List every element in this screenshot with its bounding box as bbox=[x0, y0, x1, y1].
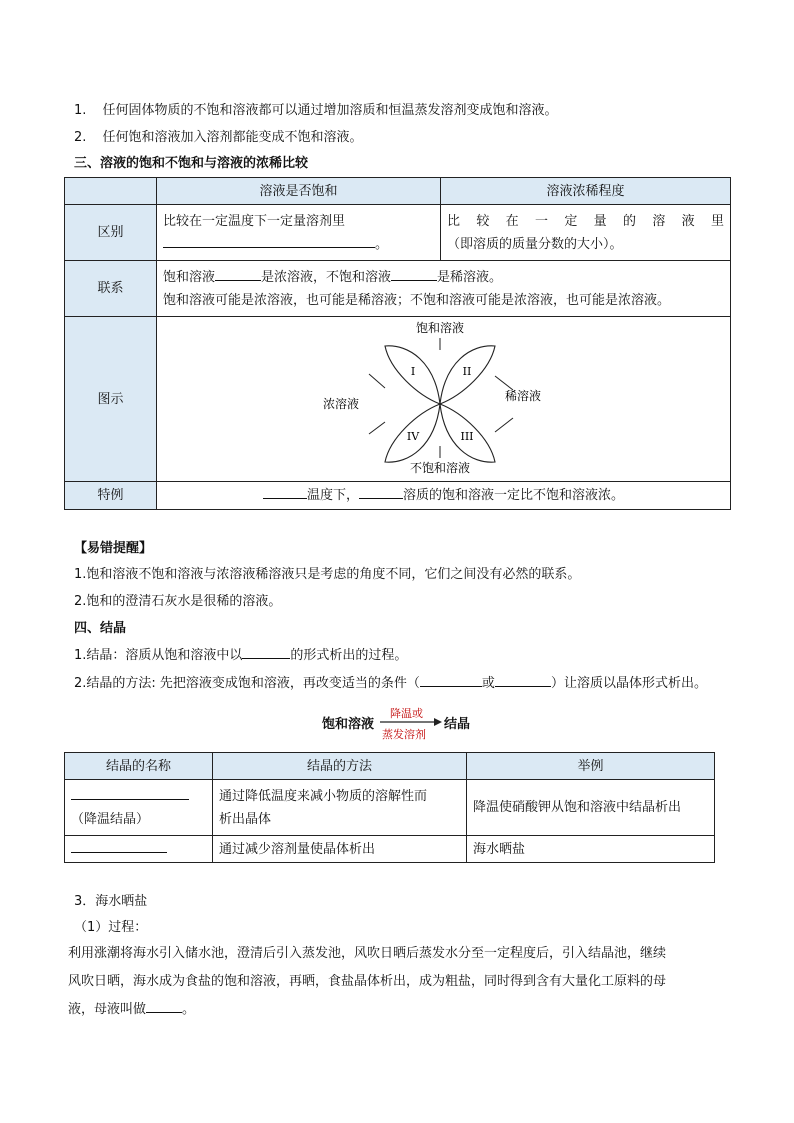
arrow-icon bbox=[380, 717, 442, 727]
answer-blank[interactable] bbox=[420, 674, 482, 687]
row2-method: 通过减少溶剂量使晶体析出 bbox=[213, 836, 467, 863]
label-concentrated: 浓溶液 bbox=[322, 396, 359, 411]
answer-blank[interactable] bbox=[495, 674, 551, 687]
connector-line bbox=[369, 422, 385, 434]
answer-blank[interactable] bbox=[263, 486, 307, 499]
petal-label-3: III bbox=[460, 429, 474, 443]
answer-blank[interactable] bbox=[71, 787, 189, 800]
petal-label-1: I bbox=[410, 364, 416, 378]
special-text: 温度下， bbox=[306, 488, 359, 503]
answer-blank[interactable] bbox=[163, 235, 375, 248]
header-example: 举例 bbox=[467, 753, 715, 780]
item-number: 1. bbox=[74, 103, 87, 118]
section-heading: 四、结晶 bbox=[74, 621, 127, 636]
period: 。 bbox=[375, 236, 389, 252]
definition-text: 1.结晶：溶质从饱和溶液中以 bbox=[74, 648, 243, 663]
difference-concentration-note: （即溶质的质量分数的大小）。 bbox=[447, 236, 623, 252]
header-concentration: 溶液浓稀程度 bbox=[441, 178, 731, 205]
tips-title: 【易错提醒】 bbox=[74, 541, 153, 556]
row1-example: 降温使硝酸钾从饱和溶液中结晶析出 bbox=[467, 780, 715, 836]
salt-paragraph-line: 风吹日晒，海水成为食盐的饱和溶液，再晒，食盐晶体析出，成为粗盐，同时得到含有大量化工原料的母 bbox=[68, 974, 667, 989]
method-text: ）让溶质以晶体形式析出。 bbox=[550, 676, 707, 691]
label-dilute: 稀溶液 bbox=[505, 388, 542, 403]
connector-line bbox=[495, 418, 513, 432]
method-text: 析出晶体 bbox=[219, 811, 272, 827]
petal-label-2: II bbox=[462, 364, 472, 378]
row-label-special: 特例 bbox=[65, 482, 157, 510]
answer-blank[interactable] bbox=[242, 646, 290, 659]
method-text: 2.结晶的方法: 先把溶液变成饱和溶液，再改变适当的条件（ bbox=[74, 676, 420, 691]
answer-blank[interactable] bbox=[391, 268, 437, 281]
connector-line bbox=[369, 374, 385, 388]
tip-1: 1.饱和溶液不饱和溶液与浓溶液稀溶液只是考虑的角度不同，它们之间没有必然的联系。 bbox=[74, 567, 581, 582]
petal-label-4: IV bbox=[406, 429, 420, 443]
header-saturation: 溶液是否饱和 bbox=[157, 178, 441, 205]
salt-paragraph-line: 利用涨潮将海水引入储水池，澄清后引入蒸发池，风吹日晒后蒸发水分至一定程度后，引入结晶池，继续 bbox=[68, 946, 667, 961]
item-number: 2. bbox=[74, 130, 87, 145]
crystallization-table bbox=[64, 752, 715, 863]
row-label-difference: 区别 bbox=[65, 205, 157, 261]
answer-blank[interactable] bbox=[146, 1000, 182, 1013]
crystallization-method bbox=[74, 672, 707, 691]
row1-method bbox=[213, 780, 467, 836]
row2-example: 海水晒盐 bbox=[467, 836, 715, 863]
salt-title: 3．海水晒盐 bbox=[74, 894, 148, 909]
item-text: 任何饱和溶液加入溶剂都能变成不饱和溶液。 bbox=[102, 130, 363, 145]
answer-blank[interactable] bbox=[71, 840, 167, 853]
row1-name-text: （降温结晶） bbox=[71, 811, 150, 827]
row-label-relation: 联系 bbox=[65, 261, 157, 317]
petal-diagram bbox=[157, 318, 729, 481]
diagram-from: 饱和溶液 bbox=[322, 717, 375, 732]
method-text: 或 bbox=[481, 676, 495, 691]
arrow-label-bottom: 蒸发溶剂 bbox=[382, 728, 426, 741]
header-name: 结晶的名称 bbox=[65, 753, 213, 780]
relation-cell bbox=[157, 261, 731, 317]
label-saturated: 饱和溶液 bbox=[415, 320, 465, 335]
figure-cell bbox=[157, 317, 731, 482]
relation-text: 是浓溶液，不饱和溶液 bbox=[261, 269, 392, 285]
salt-paragraph-line bbox=[68, 998, 195, 1017]
comparison-table bbox=[64, 177, 731, 510]
header-method: 结晶的方法 bbox=[213, 753, 467, 780]
method-text: 通过降低温度来减小物质的溶解性而 bbox=[219, 788, 428, 804]
item-text: 任何固体物质的不饱和溶液都可以通过增加溶质和恒温蒸发溶剂变成饱和溶液。 bbox=[102, 103, 558, 118]
relation-text: 是稀溶液。 bbox=[437, 269, 503, 285]
tip-2: 2.饱和的澄清石灰水是很稀的溶液。 bbox=[74, 594, 282, 609]
paragraph-text: 。 bbox=[182, 1002, 196, 1017]
answer-blank[interactable] bbox=[359, 486, 403, 499]
row2-name bbox=[65, 836, 213, 863]
section-heading: 三、溶液的饱和不饱和与溶液的浓稀比较 bbox=[74, 156, 309, 171]
paragraph-text: 液，母液叫做 bbox=[68, 1002, 147, 1017]
answer-blank[interactable] bbox=[215, 268, 261, 281]
crystallization-definition bbox=[74, 644, 407, 663]
item-1 bbox=[74, 99, 558, 118]
relation-text: 饱和溶液可能是浓溶液，也可能是稀溶液；不饱和溶液可能是浓溶液，也可能是浓溶液。 bbox=[163, 292, 671, 308]
salt-subtitle: （1）过程： bbox=[74, 920, 148, 935]
connector-line bbox=[495, 376, 513, 390]
label-unsaturated: 不饱和溶液 bbox=[409, 460, 471, 475]
difference-concentration bbox=[441, 205, 731, 261]
special-case-cell bbox=[157, 482, 731, 510]
difference-saturation-text: 比较在一定温度下一定量溶剂里 bbox=[163, 213, 346, 229]
definition-text: 的形式析出的过程。 bbox=[290, 648, 408, 663]
difference-concentration-text: 比较在一定量的溶液里 bbox=[447, 213, 724, 229]
diagram-to: 结晶 bbox=[444, 717, 471, 732]
row-label-figure: 图示 bbox=[65, 317, 157, 482]
special-text: 溶质的饱和溶液一定比不饱和溶液浓。 bbox=[403, 488, 625, 503]
relation-text: 饱和溶液 bbox=[163, 269, 216, 285]
difference-saturation bbox=[157, 205, 441, 261]
item-2 bbox=[74, 126, 363, 145]
row1-name bbox=[65, 780, 213, 836]
arrow-label-top: 降温或 bbox=[390, 707, 423, 720]
